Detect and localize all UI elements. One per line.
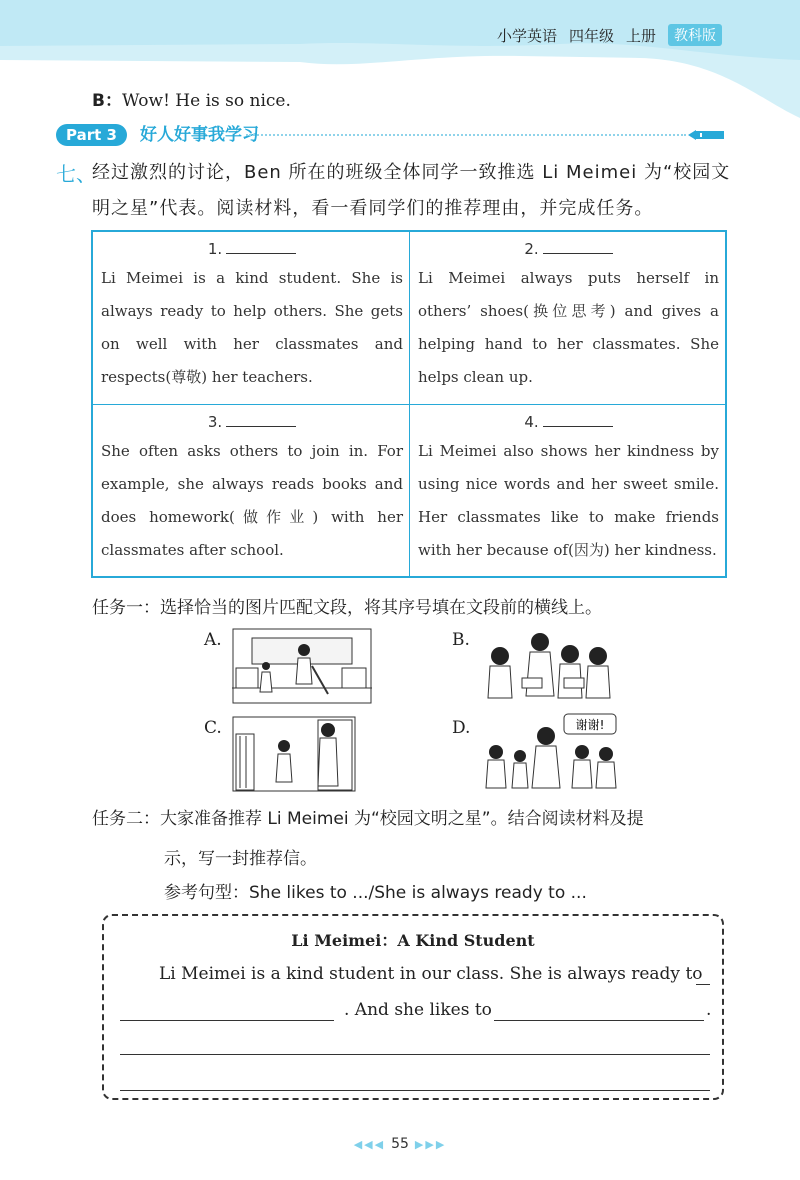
option-d-label: D. — [452, 718, 471, 738]
reason-text-3: She often asks others to join in. For example, she always reads books and does homework(做作业) with her classmates after school. — [101, 442, 403, 559]
answer-blank-3[interactable] — [226, 412, 296, 427]
option-a-label: A. — [204, 630, 222, 650]
reason-text-1: Li Meimei is a kind student. She is always ready to help others. She gets on well with her classmates and respects(尊敬) her teachers. — [101, 269, 403, 386]
task-two-line-2: 示，写一封推荐信。 — [164, 849, 317, 869]
reasons-table — [91, 230, 727, 578]
speaker-label: B： — [92, 91, 122, 111]
dotted-divider — [246, 134, 686, 136]
grade-label: 四年级 — [568, 26, 614, 45]
reason-number-1: 1. — [207, 240, 223, 258]
option-a-classroom-image — [232, 628, 372, 704]
letter-line-1: Li Meimei is a kind student in our class. She is always ready to — [159, 964, 703, 984]
subject-label: 小学英语 — [496, 26, 557, 45]
page-footer — [0, 1136, 800, 1152]
header-meta — [497, 24, 722, 46]
answer-blank-1[interactable] — [226, 239, 296, 254]
period-mark: . — [706, 1000, 712, 1020]
question-number: 七、 — [56, 162, 96, 186]
right-arrows-icon: ▶▶▶ — [414, 1138, 447, 1151]
reason-number-3: 3. — [207, 413, 223, 431]
question-line-2: 明之星”代表。阅读材料，看一看同学们的推荐理由，并完成任务。 — [92, 198, 654, 219]
thanks-bubble-text: 谢谢! — [575, 718, 605, 732]
writing-line-3[interactable] — [120, 1054, 710, 1055]
reason-cell-1 — [93, 232, 409, 404]
letter-line-2: . And she likes to — [344, 1000, 492, 1020]
reason-number-2: 2. — [524, 240, 539, 258]
option-c-label: C. — [204, 718, 222, 738]
reason-text-4: Li Meimei also shows her kindness by using nice words and her sweet smile. Her classmates like to make friends with her because of(因为) her kindness. — [418, 442, 719, 559]
part-header — [56, 122, 726, 148]
writing-line-4[interactable] — [120, 1090, 710, 1091]
option-b-reading-image — [478, 626, 614, 702]
reason-cell-3 — [93, 404, 409, 576]
left-arrows-icon: ◀◀◀ — [353, 1138, 386, 1151]
writing-blank-1a[interactable] — [696, 984, 710, 985]
pencil-icon — [686, 128, 726, 142]
dialogue-text: Wow! He is so nice. — [121, 91, 291, 111]
part-title: 好人好事我学习 — [140, 125, 259, 145]
answer-blank-4[interactable] — [543, 412, 613, 427]
part-label: Part 3 — [56, 124, 127, 146]
volume-label: 上册 — [625, 26, 656, 45]
dialogue-line — [92, 86, 291, 111]
task-two-hint: 参考句型：She likes to .../She is always ready to ... — [164, 883, 587, 903]
option-c-doorway-image — [232, 716, 356, 792]
writing-blank-2[interactable] — [494, 1020, 704, 1021]
page-number: 55 — [391, 1136, 409, 1152]
reason-number-4: 4. — [524, 413, 539, 431]
writing-blank-1b[interactable] — [120, 1020, 334, 1021]
letter-title: Li Meimei：A Kind Student — [291, 931, 535, 950]
question-line-1: 经过激烈的讨论，Ben 所在的班级全体同学一致推选 Li Meimei 为“校园文 — [92, 162, 731, 183]
letter-box — [102, 914, 724, 1100]
option-b-label: B. — [452, 630, 470, 650]
task-one-instruction: 任务一：选择恰当的图片匹配文段，将其序号填在文段前的横线上。 — [92, 598, 602, 618]
reason-text-2: Li Meimei always puts herself in others’ shoes(换位思考) and gives a helping hand to her classmates. She helps clean up. — [418, 269, 719, 386]
edition-badge: 教科版 — [668, 24, 722, 46]
task-two-line-1: 任务二：大家准备推荐 Li Meimei 为“校园文明之星”。结合阅读材料及提 — [92, 809, 644, 829]
option-d-thanks-image — [478, 712, 620, 792]
reason-cell-2 — [409, 232, 725, 404]
reason-cell-4 — [409, 404, 725, 576]
answer-blank-2[interactable] — [543, 239, 613, 254]
